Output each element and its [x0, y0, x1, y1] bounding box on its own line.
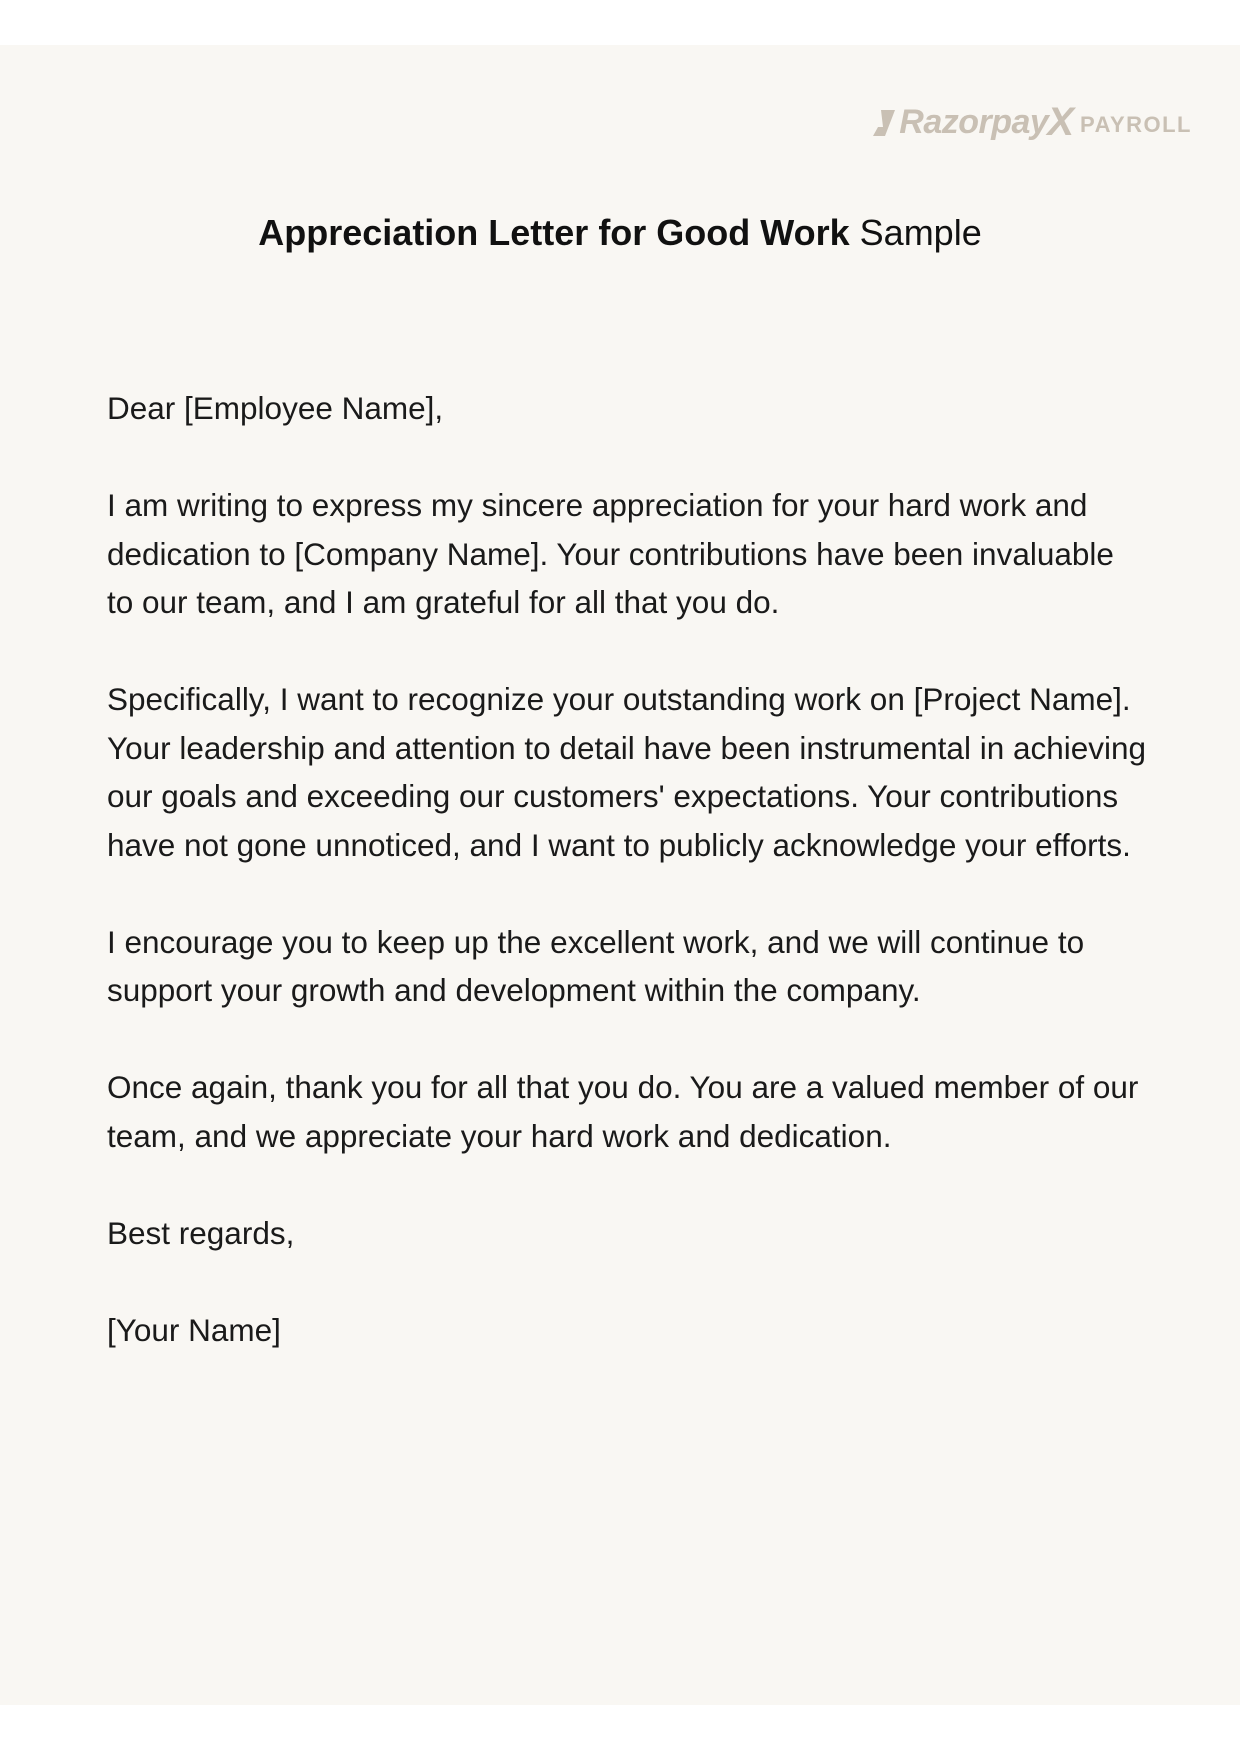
closing: Best regards,: [107, 1214, 295, 1251]
logo-payroll-text: PAYROLL: [1080, 111, 1192, 137]
body-paragraph-3: I encourage you to keep up the excellent work, and we will continue to support your growth and development within the company.: [107, 923, 1085, 1008]
logo-x-mark: X: [1047, 100, 1075, 144]
logo-wordmark: Razorpay: [899, 103, 1049, 141]
body-paragraph-1: I am writing to express my sincere appreciation for your hard work and dedication to [Company Name]. Your contributions have been invaluable to our team, and I am grateful for all that you do.: [107, 487, 1114, 620]
razorpay-logo-icon: [872, 108, 896, 138]
letter-page: [0, 45, 1240, 1705]
title-bold-part: Appreciation Letter for Good Work: [258, 212, 850, 253]
razorpayx-payroll-logo: [872, 100, 1192, 145]
letter-body: [107, 384, 1147, 1403]
body-paragraph-4: Once again, thank you for all that you do. You are a valued member of our team, and we appreciate your hard work and dedication.: [107, 1069, 1139, 1154]
salutation: Dear [Employee Name],: [107, 390, 444, 426]
page-title: [0, 212, 1240, 254]
title-regular-part: Sample: [859, 212, 982, 253]
signature-name: [Your Name]: [107, 1311, 281, 1348]
body-paragraph-2: Specifically, I want to recognize your outstanding work on [Project Name]. Your leadership and attention to detail have been instrumental in achieving our goals and exceeding our customers' expectations. Your contributions have not gone unnoticed, and I want to publicly acknowledge your efforts.: [107, 681, 1147, 863]
